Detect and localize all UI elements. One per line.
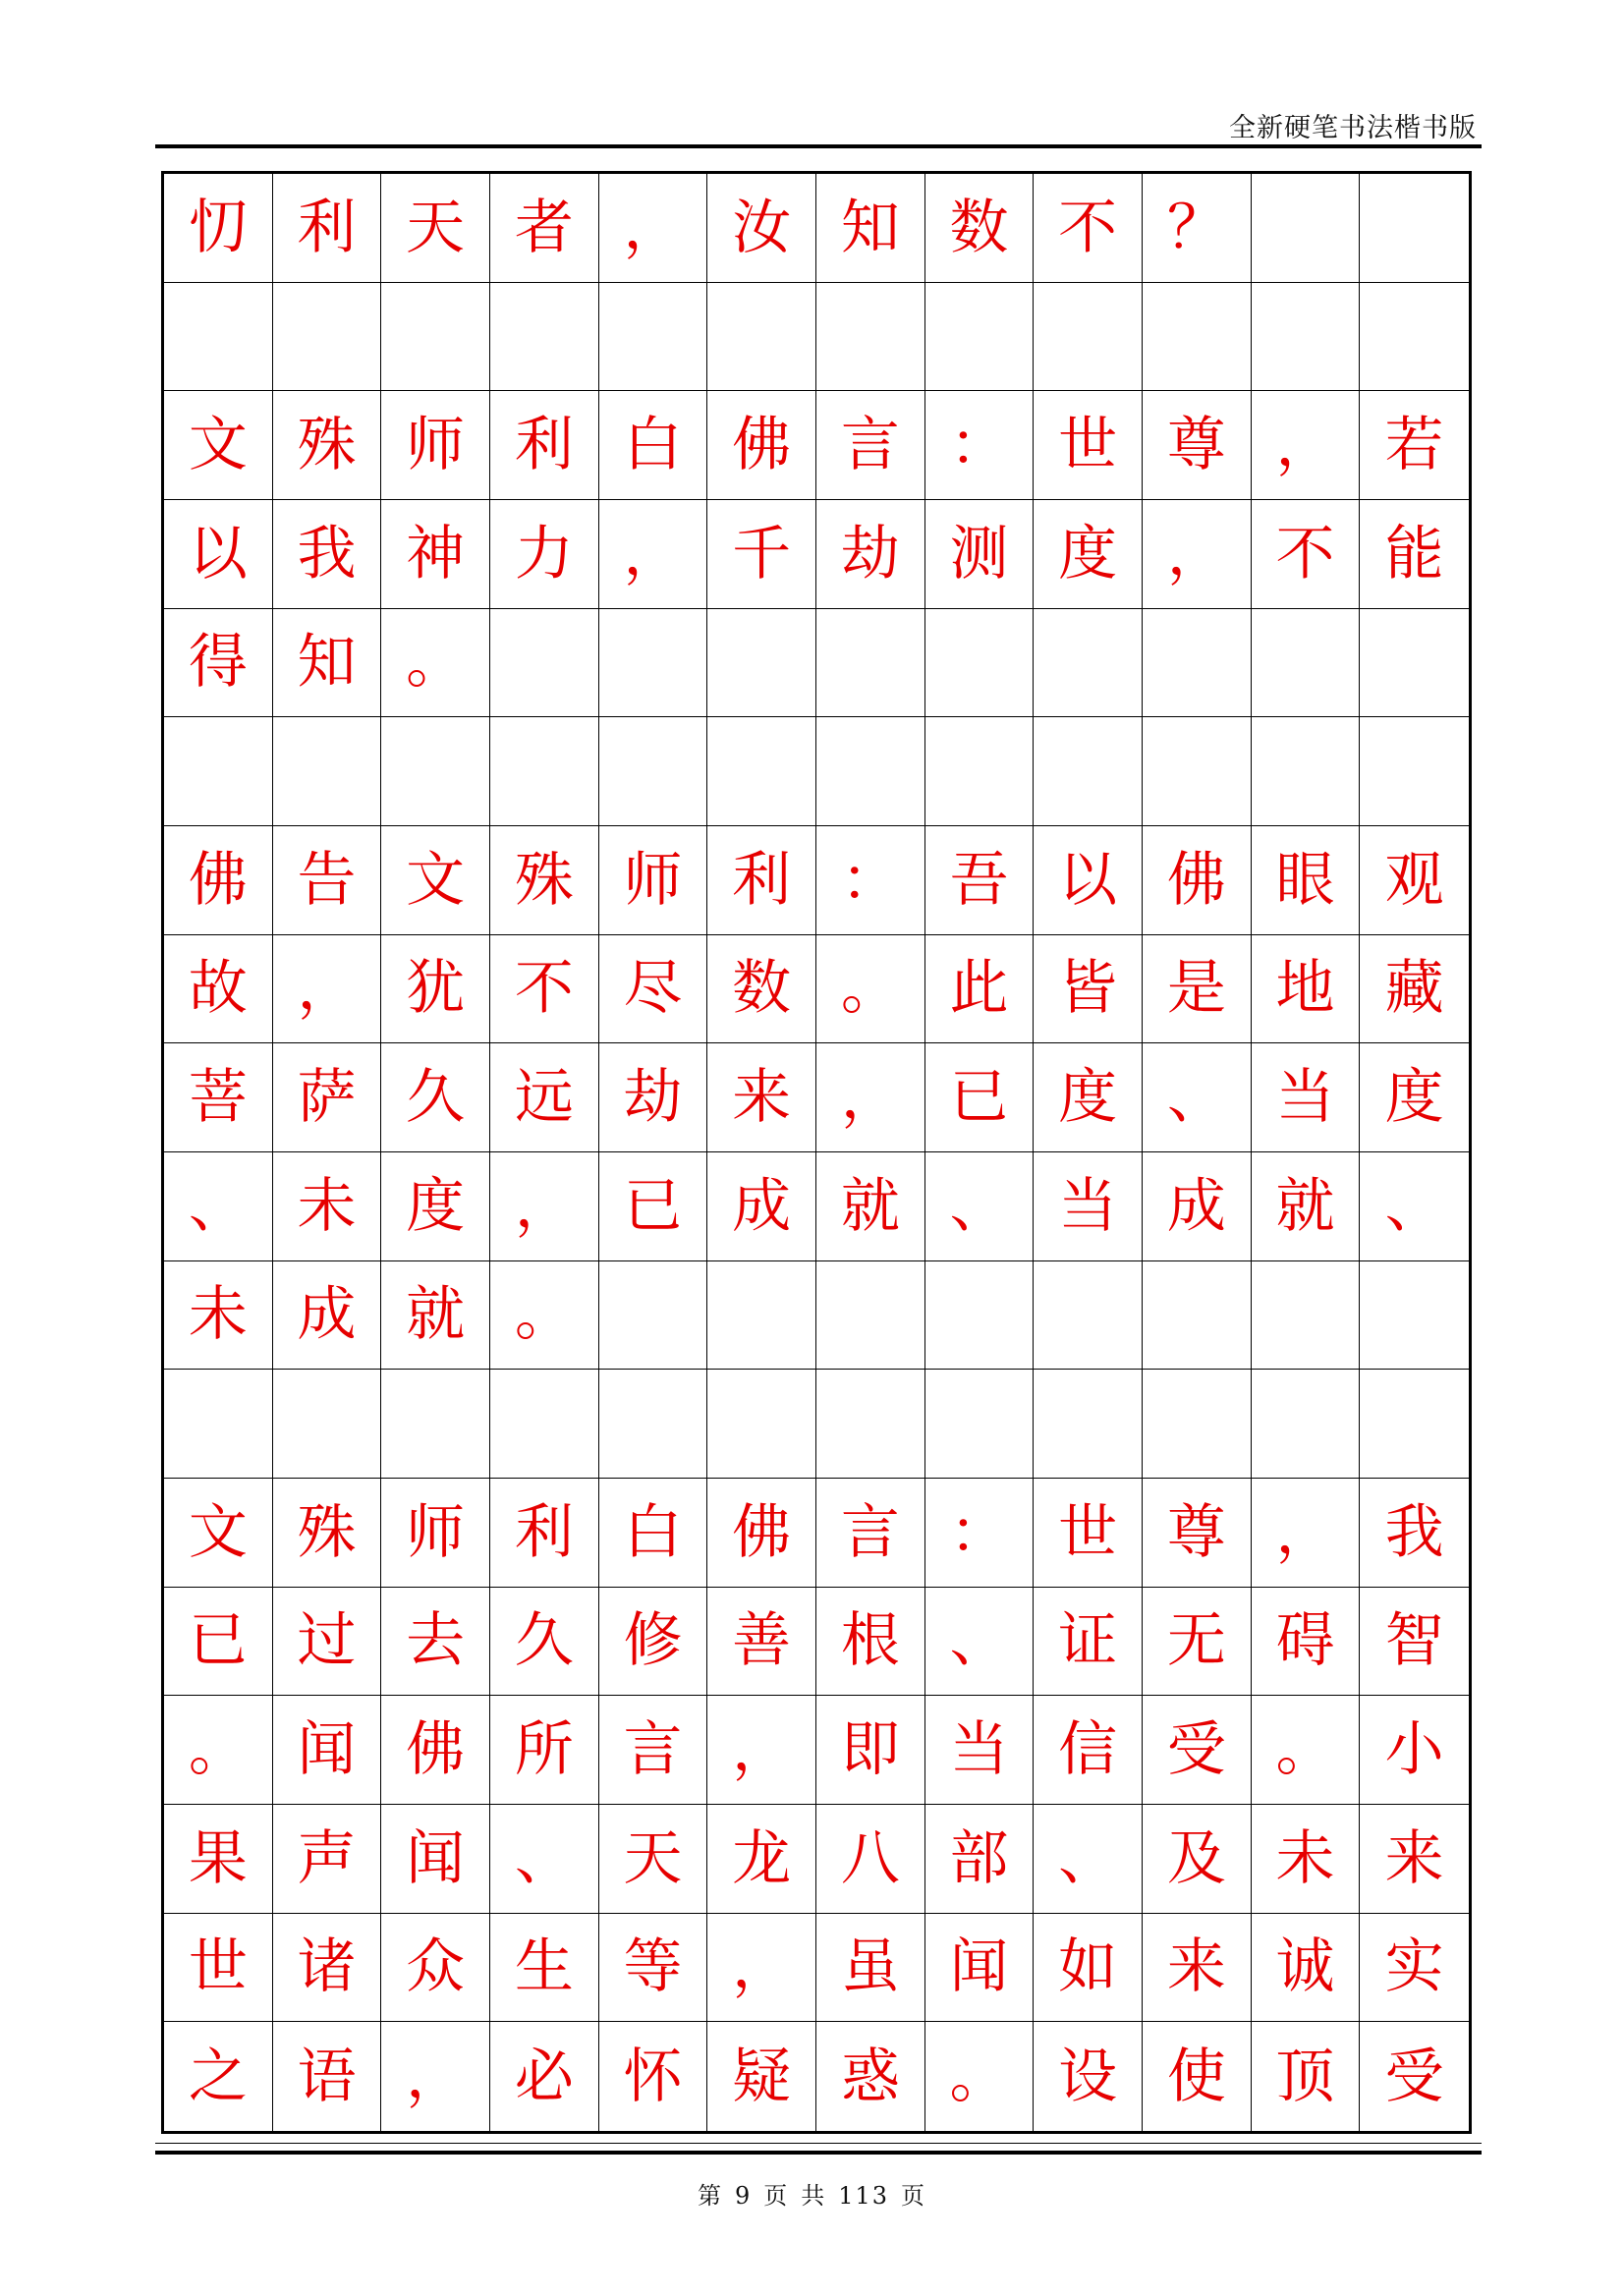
grid-cell xyxy=(707,283,816,392)
grid-cell: 来 xyxy=(1360,1805,1469,1914)
grid-cell: ： xyxy=(925,391,1035,500)
grid-cell: 就 xyxy=(381,1261,490,1371)
grid-cell: 白 xyxy=(599,391,708,500)
grid-cell: 设 xyxy=(1034,2022,1143,2131)
grid-cell: 已 xyxy=(164,1588,273,1697)
grid-cell: ， xyxy=(381,2022,490,2131)
grid-cell: 皆 xyxy=(1034,935,1143,1044)
grid-cell: 。 xyxy=(381,609,490,718)
grid-cell: 已 xyxy=(599,1152,708,1261)
grid-cell xyxy=(1143,717,1252,826)
grid-cell: 当 xyxy=(925,1696,1035,1805)
grid-cell: ， xyxy=(1252,391,1361,500)
grid-cell xyxy=(1360,1261,1469,1371)
grid-cell: 之 xyxy=(164,2022,273,2131)
footer-suffix: 页 xyxy=(901,2182,927,2210)
grid-cell: 、 xyxy=(1034,1805,1143,1914)
grid-cell: 去 xyxy=(381,1588,490,1697)
grid-cell: 佛 xyxy=(381,1696,490,1805)
grid-cell xyxy=(273,283,382,392)
grid-cell: 顶 xyxy=(1252,2022,1361,2131)
grid-cell: 度 xyxy=(381,1152,490,1261)
grid-cell: ， xyxy=(273,935,382,1044)
grid-cell xyxy=(1252,1261,1361,1371)
grid-cell xyxy=(707,1370,816,1479)
grid-cell: 远 xyxy=(490,1043,599,1152)
grid-cell: 使 xyxy=(1143,2022,1252,2131)
grid-cell: 利 xyxy=(707,826,816,935)
grid-cell xyxy=(1252,717,1361,826)
grid-cell: 以 xyxy=(164,500,273,609)
grid-cell: 未 xyxy=(273,1152,382,1261)
grid-cell: ， xyxy=(1143,500,1252,609)
grid-cell xyxy=(1360,283,1469,392)
grid-cell xyxy=(1143,283,1252,392)
grid-cell: ： xyxy=(816,826,925,935)
grid-cell: 汝 xyxy=(707,174,816,283)
grid-cell: 受 xyxy=(1143,1696,1252,1805)
grid-cell: 利 xyxy=(490,1479,599,1588)
grid-cell: 师 xyxy=(599,826,708,935)
grid-cell: ， xyxy=(816,1043,925,1152)
grid-cell: 观 xyxy=(1360,826,1469,935)
grid-cell: 藏 xyxy=(1360,935,1469,1044)
grid-cell: 白 xyxy=(599,1479,708,1588)
grid-cell: ， xyxy=(490,1152,599,1261)
grid-cell: 神 xyxy=(381,500,490,609)
grid-cell: 来 xyxy=(707,1043,816,1152)
grid-cell: 怀 xyxy=(599,2022,708,2131)
grid-cell xyxy=(490,717,599,826)
grid-cell: 小 xyxy=(1360,1696,1469,1805)
grid-cell: 未 xyxy=(164,1261,273,1371)
grid-cell xyxy=(816,283,925,392)
grid-cell: 过 xyxy=(273,1588,382,1697)
total-pages: 113 xyxy=(838,2182,890,2210)
grid-cell xyxy=(1252,609,1361,718)
grid-cell: 菩 xyxy=(164,1043,273,1152)
grid-cell: 及 xyxy=(1143,1805,1252,1914)
page-number: 9 xyxy=(734,2182,753,2210)
grid-cell: 未 xyxy=(1252,1805,1361,1914)
footer-page-label: 页 xyxy=(763,2182,790,2210)
grid-cell xyxy=(273,1370,382,1479)
grid-cell: 。 xyxy=(816,935,925,1044)
grid-cell xyxy=(273,717,382,826)
grid-cell: 殊 xyxy=(490,826,599,935)
grid-cell: 等 xyxy=(599,1914,708,2023)
grid-cell xyxy=(1143,1261,1252,1371)
grid-cell: 者 xyxy=(490,174,599,283)
grid-cell: 根 xyxy=(816,1588,925,1697)
grid-cell: 言 xyxy=(816,1479,925,1588)
grid-cell: 成 xyxy=(273,1261,382,1371)
grid-cell: 数 xyxy=(707,935,816,1044)
grid-cell: 八 xyxy=(816,1805,925,1914)
grid-cell xyxy=(1360,1370,1469,1479)
grid-cell: 殊 xyxy=(273,391,382,500)
footer-rule-thin xyxy=(155,2143,1482,2144)
grid-cell: 言 xyxy=(816,391,925,500)
grid-cell: 不 xyxy=(1252,500,1361,609)
grid-cell xyxy=(707,717,816,826)
grid-cell xyxy=(599,717,708,826)
grid-cell: 部 xyxy=(925,1805,1035,1914)
grid-cell: 度 xyxy=(1034,1043,1143,1152)
grid-cell: 。 xyxy=(164,1696,273,1805)
grid-cell: 师 xyxy=(381,391,490,500)
grid-cell: 我 xyxy=(1360,1479,1469,1588)
grid-cell: 言 xyxy=(599,1696,708,1805)
grid-cell: 众 xyxy=(381,1914,490,2023)
grid-cell: 度 xyxy=(1360,1043,1469,1152)
grid-cell: 利 xyxy=(273,174,382,283)
grid-cell: 得 xyxy=(164,609,273,718)
calligraphy-grid xyxy=(161,171,1472,2134)
grid-cell xyxy=(164,717,273,826)
grid-cell: 世 xyxy=(1034,1479,1143,1588)
grid-cell: 眼 xyxy=(1252,826,1361,935)
grid-cell: 故 xyxy=(164,935,273,1044)
grid-cell: 实 xyxy=(1360,1914,1469,2023)
grid-cell: 殊 xyxy=(273,1479,382,1588)
grid-cell xyxy=(381,1370,490,1479)
grid-cell xyxy=(1034,717,1143,826)
grid-cell: 天 xyxy=(381,174,490,283)
grid-cell: 世 xyxy=(1034,391,1143,500)
grid-cell xyxy=(707,609,816,718)
grid-cell xyxy=(816,1370,925,1479)
grid-cell: 疑 xyxy=(707,2022,816,2131)
grid-cell: 诚 xyxy=(1252,1914,1361,2023)
grid-cell: 修 xyxy=(599,1588,708,1697)
grid-cell: 知 xyxy=(273,609,382,718)
footer-prefix: 第 xyxy=(697,2182,723,2210)
grid-cell: 所 xyxy=(490,1696,599,1805)
grid-cell: 犹 xyxy=(381,935,490,1044)
grid-cell: 尽 xyxy=(599,935,708,1044)
grid-cell: 、 xyxy=(1360,1152,1469,1261)
grid-cell: 佛 xyxy=(164,826,273,935)
grid-cell: ， xyxy=(599,174,708,283)
grid-cell: 告 xyxy=(273,826,382,935)
grid-cell xyxy=(599,283,708,392)
grid-cell: 度 xyxy=(1034,500,1143,609)
grid-cell: 吾 xyxy=(925,826,1035,935)
footer-total-label: 共 xyxy=(801,2182,827,2210)
grid-cell: 闻 xyxy=(925,1914,1035,2023)
grid-cell: ： xyxy=(925,1479,1035,1588)
grid-cell: 劫 xyxy=(599,1043,708,1152)
grid-cell: 生 xyxy=(490,1914,599,2023)
grid-cell: 。 xyxy=(925,2022,1035,2131)
grid-cell xyxy=(490,1370,599,1479)
grid-cell xyxy=(164,1370,273,1479)
grid-cell: 。 xyxy=(490,1261,599,1371)
grid-cell: 成 xyxy=(1143,1152,1252,1261)
grid-cell: 当 xyxy=(1252,1043,1361,1152)
grid-cell xyxy=(816,1261,925,1371)
grid-cell: 我 xyxy=(273,500,382,609)
grid-cell xyxy=(925,1261,1035,1371)
grid-cell: 信 xyxy=(1034,1696,1143,1805)
grid-cell: 成 xyxy=(707,1152,816,1261)
grid-cell: ， xyxy=(599,500,708,609)
grid-cell: 数 xyxy=(925,174,1035,283)
grid-cell xyxy=(164,283,273,392)
grid-cell: 萨 xyxy=(273,1043,382,1152)
grid-cell: 佛 xyxy=(1143,826,1252,935)
grid-cell: 如 xyxy=(1034,1914,1143,2023)
grid-cell: 无 xyxy=(1143,1588,1252,1697)
grid-cell: 以 xyxy=(1034,826,1143,935)
grid-cell: 证 xyxy=(1034,1588,1143,1697)
grid-cell: 、 xyxy=(164,1152,273,1261)
grid-cell xyxy=(1034,609,1143,718)
grid-cell xyxy=(1360,174,1469,283)
grid-cell: 地 xyxy=(1252,935,1361,1044)
grid-cell: 当 xyxy=(1034,1152,1143,1261)
grid-cell: 必 xyxy=(490,2022,599,2131)
grid-cell: 天 xyxy=(599,1805,708,1914)
grid-cell: 佛 xyxy=(707,391,816,500)
grid-cell: ， xyxy=(707,1914,816,2023)
grid-cell: 、 xyxy=(1143,1043,1252,1152)
grid-cell: 测 xyxy=(925,500,1035,609)
grid-cell: 果 xyxy=(164,1805,273,1914)
grid-cell: 、 xyxy=(925,1152,1035,1261)
grid-cell: 诸 xyxy=(273,1914,382,2023)
grid-cell: ， xyxy=(1252,1479,1361,1588)
grid-cell xyxy=(381,717,490,826)
grid-cell: 即 xyxy=(816,1696,925,1805)
grid-cell: 不 xyxy=(490,935,599,1044)
grid-cell xyxy=(816,717,925,826)
grid-cell: 不 xyxy=(1034,174,1143,283)
grid-cell xyxy=(925,609,1035,718)
grid-cell xyxy=(381,283,490,392)
grid-cell: 师 xyxy=(381,1479,490,1588)
grid-cell xyxy=(599,609,708,718)
grid-cell: 此 xyxy=(925,935,1035,1044)
grid-cell xyxy=(1252,283,1361,392)
grid-cell xyxy=(1252,1370,1361,1479)
document-title: 全新硬笔书法楷书版 xyxy=(1229,113,1477,143)
header-rule xyxy=(155,144,1482,148)
grid-cell: 。 xyxy=(1252,1696,1361,1805)
grid-cell: ， xyxy=(707,1696,816,1805)
grid-cell xyxy=(490,609,599,718)
grid-cell: 闻 xyxy=(273,1696,382,1805)
grid-cell xyxy=(599,1261,708,1371)
grid-cell xyxy=(1143,609,1252,718)
grid-cell: ？ xyxy=(1143,174,1252,283)
grid-cell: 劫 xyxy=(816,500,925,609)
grid-cell: 久 xyxy=(490,1588,599,1697)
footer-rule-thick xyxy=(155,2151,1482,2155)
grid-cell: 智 xyxy=(1360,1588,1469,1697)
grid-cell xyxy=(1360,717,1469,826)
grid-cell: 、 xyxy=(925,1588,1035,1697)
grid-cell: 龙 xyxy=(707,1805,816,1914)
grid-cell xyxy=(1034,1370,1143,1479)
grid-cell: 已 xyxy=(925,1043,1035,1152)
grid-cell xyxy=(816,609,925,718)
grid-cell: 佛 xyxy=(707,1479,816,1588)
grid-cell: 声 xyxy=(273,1805,382,1914)
grid-cell: 善 xyxy=(707,1588,816,1697)
grid-cell: 久 xyxy=(381,1043,490,1152)
grid-cell: 碍 xyxy=(1252,1588,1361,1697)
page-footer xyxy=(0,2176,1624,2211)
grid-cell: 尊 xyxy=(1143,391,1252,500)
grid-cell: 是 xyxy=(1143,935,1252,1044)
grid-cell: 就 xyxy=(1252,1152,1361,1261)
grid-cell: 文 xyxy=(164,391,273,500)
grid-cell xyxy=(925,1370,1035,1479)
grid-cell: 虽 xyxy=(816,1914,925,2023)
grid-cell: 能 xyxy=(1360,500,1469,609)
grid-cell xyxy=(599,1370,708,1479)
grid-cell: 、 xyxy=(490,1805,599,1914)
grid-cell: 知 xyxy=(816,174,925,283)
grid-cell: 世 xyxy=(164,1914,273,2023)
grid-cell xyxy=(925,717,1035,826)
grid-cell: 闻 xyxy=(381,1805,490,1914)
grid-cell: 文 xyxy=(164,1479,273,1588)
grid-cell: 忉 xyxy=(164,174,273,283)
grid-cell xyxy=(1360,609,1469,718)
grid-cell xyxy=(925,283,1035,392)
grid-cell: 来 xyxy=(1143,1914,1252,2023)
grid-cell: 利 xyxy=(490,391,599,500)
grid-cell: 惑 xyxy=(816,2022,925,2131)
grid-cell: 千 xyxy=(707,500,816,609)
grid-cell: 就 xyxy=(816,1152,925,1261)
grid-cell xyxy=(1034,283,1143,392)
grid-cell: 力 xyxy=(490,500,599,609)
grid-cell xyxy=(1252,174,1361,283)
grid-cell: 受 xyxy=(1384,2042,1444,2111)
grid-cell: 语 xyxy=(273,2022,382,2131)
grid-cell: 若 xyxy=(1360,391,1469,500)
grid-cell xyxy=(1034,1261,1143,1371)
grid-cell xyxy=(707,1261,816,1371)
grid-cell xyxy=(1143,1370,1252,1479)
grid-cell: 尊 xyxy=(1143,1479,1252,1588)
grid-cell xyxy=(490,283,599,392)
grid-cell: 文 xyxy=(381,826,490,935)
